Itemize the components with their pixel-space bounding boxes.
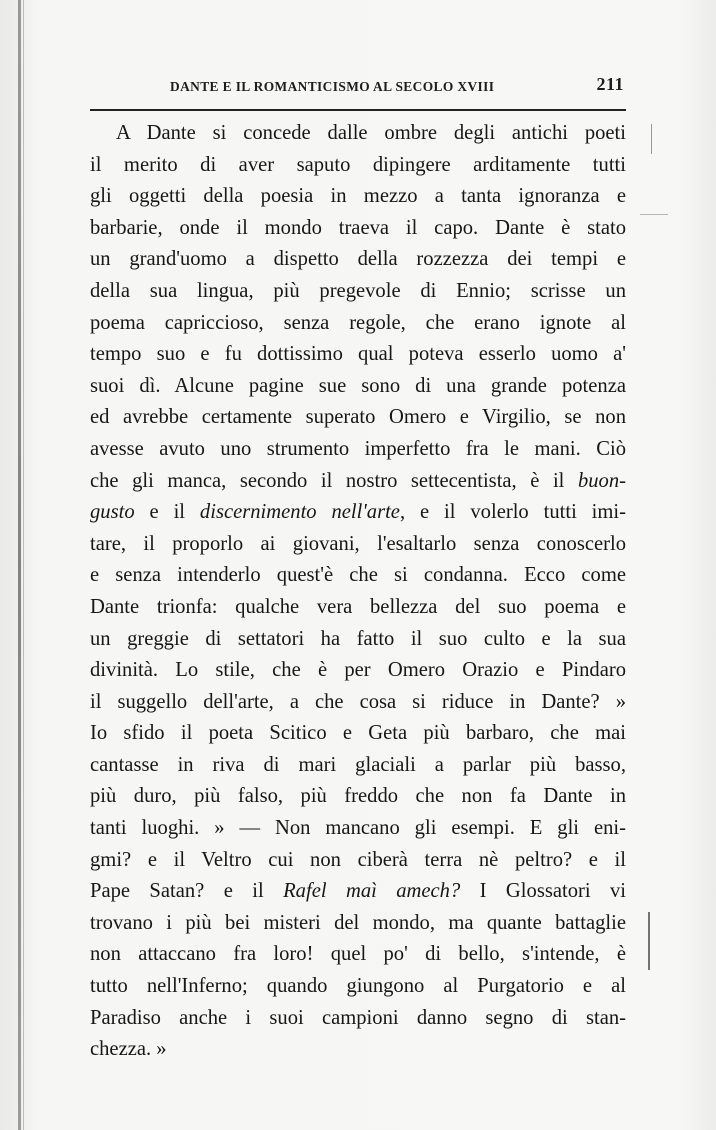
body-paragraph: [90, 118, 626, 1066]
text-line: il merito di aver saputo dipingere arditamente tutti: [90, 153, 626, 176]
text-line: [90, 466, 626, 498]
text-line: divinità. Lo stile, che è per Omero Orazio e Pindaro: [90, 659, 626, 682]
margin-pencil-mark: [640, 214, 668, 215]
text-line: Dante trionfa: qualche vera bellezza del suo poema e: [90, 595, 626, 618]
text-line: avesse avuto uno strumento imperfetto fra le mani. Ciò: [90, 437, 626, 460]
page-number: 211: [596, 74, 624, 94]
text-line: cantasse in riva di mari glaciali a parlar più basso,: [90, 753, 626, 776]
text-line: barbarie, onde il mondo traeva il capo. Dante è stato: [90, 216, 626, 239]
italic-term: discernimento nell'arte: [199, 501, 400, 524]
text-line: tutto nell'Inferno; quando giungono al Purgatorio e al: [90, 975, 626, 998]
text-line: e senza intenderlo quest'è che si condanna. Ecco come: [90, 564, 626, 587]
italic-term: Rafel maì amech?: [283, 880, 461, 903]
italic-term: buon-: [577, 469, 626, 492]
text-line: trovano i più bei misteri del mondo, ma quante battaglie: [90, 911, 626, 934]
text-line: il suggello dell'arte, a che cosa si riduce in Dante? »: [90, 690, 626, 713]
text-line: poema capriccioso, senza regole, che erano ignote al: [90, 311, 626, 334]
text-line: non attaccano fra loro! quel po' di bello, s'intende, è: [90, 943, 626, 966]
text-segment: , e il volerlo tutti imi-: [399, 501, 627, 524]
text-line: A Dante si concede dalle ombre degli antichi poeti: [116, 122, 626, 144]
running-title: DANTE E IL ROMANTICISMO AL SECOLO XVIII: [170, 79, 495, 94]
text-line: tanti luoghi. » — Non mancano gli esempi. E gli eni-: [90, 817, 626, 840]
text-segment: Pape Satan? e il: [90, 880, 284, 903]
text-segment: e il: [134, 501, 200, 524]
binding-edge: [18, 0, 21, 1130]
text-line: [90, 876, 626, 908]
text-line: suoi dì. Alcune pagine sue sono di una grande potenza: [90, 374, 626, 397]
text-line: gli oggetti della poesia in mezzo a tanta ignoranza e: [90, 185, 626, 208]
text-line: della sua lingua, più pregevole di Ennio; scrisse un: [90, 279, 626, 302]
text-line: un grand'uomo a dispetto della rozzezza dei tempi e: [90, 248, 626, 271]
text-line: Paradiso anche i suoi campioni danno segno di stan-: [90, 1006, 626, 1029]
binding-shadow: [23, 0, 24, 1130]
text-line: tare, il proporlo ai giovani, l'esaltarlo senza conoscerlo: [90, 532, 626, 555]
margin-pencil-mark: [651, 124, 652, 154]
text-line: Io sfido il poeta Scitico e Geta più barbaro, che mai: [90, 722, 626, 745]
page-header: [170, 74, 626, 100]
text-line: [90, 497, 626, 529]
text-line: tempo suo e fu dottissimo qual poteva esserlo uomo a': [90, 343, 626, 366]
header-rule: [90, 109, 626, 111]
text-line: chezza. »: [90, 1038, 167, 1061]
margin-pencil-mark: [648, 912, 650, 970]
text-line: ed avrebbe certamente superato Omero e Virgilio, se non: [90, 406, 626, 429]
italic-term: gusto: [90, 501, 135, 524]
text-segment: che gli manca, secondo il nostro settecentista, è il: [90, 469, 578, 492]
text-segment: I Glossatori vi: [460, 880, 626, 903]
text-line: gmi? e il Veltro cui non ciberà terra nè peltro? e il: [90, 848, 626, 871]
text-line: un greggie di settatori ha fatto il suo culto e la sua: [90, 627, 626, 650]
text-line: più duro, più falso, più freddo che non fa Dante in: [90, 785, 626, 808]
